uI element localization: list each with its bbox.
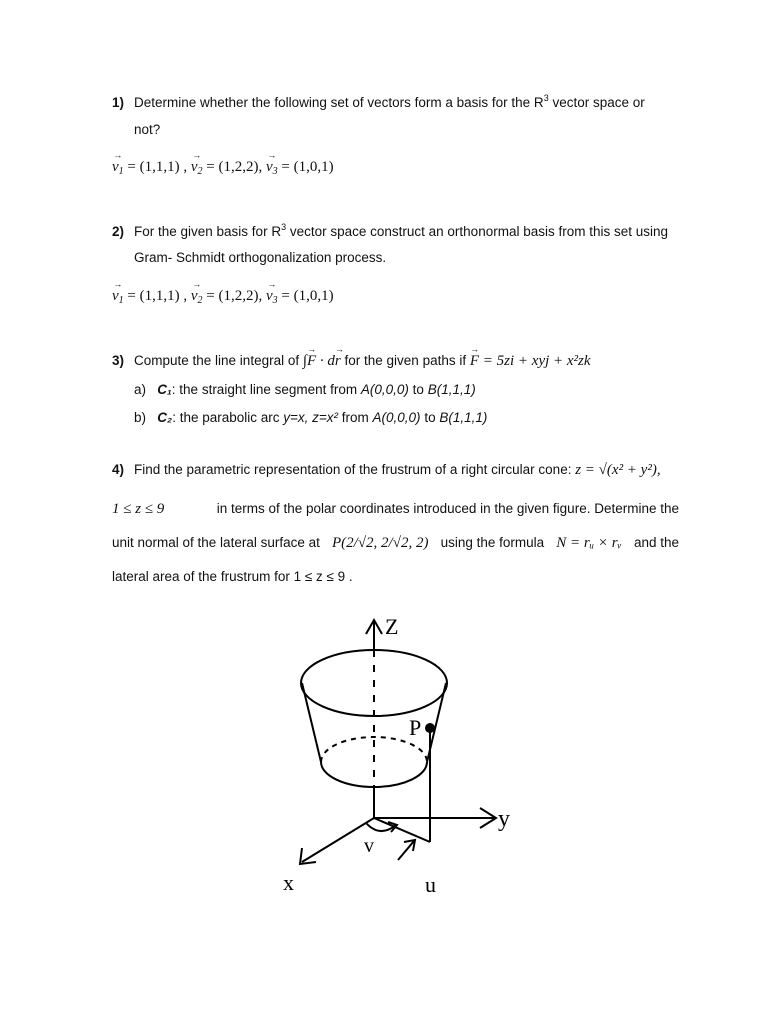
v-arc-arrow bbox=[388, 822, 397, 832]
q3-field: = 5zi + xyj + x²zk bbox=[482, 353, 591, 369]
q2-vectors: → $v_1 = (1,1,1)$ , → $v_2 = (1,2,2)$, → $v_3 = (1,0,1)$ bbox=[112, 289, 334, 306]
q4-text-3c: and the bbox=[633, 535, 679, 550]
q1-number: 1) bbox=[112, 95, 125, 110]
q2-number: 2) bbox=[112, 224, 125, 239]
q3-a-label: a) bbox=[134, 382, 147, 397]
q3-b-eq: y=x, z=x² bbox=[283, 410, 339, 425]
q4-formula: N = rᵤ × rᵥ bbox=[556, 535, 622, 551]
q2-sup: 3 bbox=[281, 222, 287, 232]
z-arrowhead bbox=[366, 620, 382, 634]
q3-a-curve: C₁ bbox=[157, 382, 172, 397]
q2-text-b: vector space construct an orthonormal basis from this set using bbox=[286, 224, 669, 239]
v-label: v bbox=[364, 835, 374, 857]
q3-a-to: B(1,1,1) bbox=[427, 382, 476, 397]
q3-b-to: B(1,1,1) bbox=[439, 410, 488, 425]
q1-v1: = (1,1,1) , bbox=[127, 159, 188, 175]
z-label: Z bbox=[385, 614, 399, 639]
q4-line3 bbox=[112, 536, 679, 551]
q3-a-to-word: to bbox=[408, 382, 428, 397]
q3-a-text: : the straight line segment from bbox=[171, 382, 361, 397]
bottom-ellipse-front bbox=[321, 762, 427, 787]
q1-text-a: Determine whether the following set of vectors form a basis for the R bbox=[134, 95, 544, 110]
q3-b-from-word: from bbox=[338, 410, 373, 425]
q2-v1: = (1,1,1) , bbox=[127, 288, 188, 304]
q1-line1 bbox=[112, 94, 645, 110]
q3-b-from: A(0,0,0) bbox=[372, 410, 421, 425]
x-label: x bbox=[283, 870, 294, 895]
v-angle-arc bbox=[366, 823, 396, 831]
cone-side-right bbox=[427, 683, 446, 762]
q3-number: 3) bbox=[112, 353, 125, 368]
q3-a-from: A(0,0,0) bbox=[360, 382, 409, 397]
top-ellipse bbox=[301, 650, 447, 716]
bottom-ellipse-back bbox=[321, 737, 427, 762]
q1-text-b: vector space or bbox=[548, 95, 645, 110]
q1-line2: not? bbox=[134, 122, 161, 137]
q4-text-3b: using the formula bbox=[440, 535, 545, 550]
q2-v3: = (1,0,1) bbox=[281, 288, 334, 304]
q3-b-label: b) bbox=[134, 410, 147, 425]
q3-text-a: Compute the line integral of bbox=[134, 353, 300, 368]
q4-line4: lateral area of the frustrum for 1 ≤ z ≤ 9 . bbox=[112, 569, 353, 584]
y-label: y bbox=[498, 806, 510, 832]
q1-vectors: → $v_1 = (1,1,1)$ , → $v_2 = (1,2,2)$, → $v_3 = (1,0,1)$ bbox=[112, 160, 334, 177]
q4-text-3a: unit normal of the lateral surface at bbox=[112, 535, 320, 550]
q1-v3: = (1,0,1) bbox=[281, 159, 334, 175]
q3-b-text: : the parabolic arc bbox=[172, 410, 284, 425]
q2-line1 bbox=[112, 223, 668, 239]
q4-line2 bbox=[112, 502, 679, 517]
u-arrowhead bbox=[404, 840, 415, 851]
q1-sup: 3 bbox=[543, 93, 549, 103]
q4-cone-eq: z = √(x² + y²), bbox=[575, 462, 661, 478]
u-label: u bbox=[425, 872, 436, 897]
q4-number: 4) bbox=[112, 462, 125, 477]
q3-integral: ∫→ F · d→ r bbox=[303, 353, 341, 369]
cone-side-left bbox=[302, 683, 321, 762]
u-line bbox=[374, 818, 430, 842]
q3-b-to-word: to bbox=[420, 410, 440, 425]
q4-point: P(2/√2, 2/√2, 2) bbox=[332, 535, 429, 551]
q3-part-b bbox=[134, 411, 487, 425]
q1-v2: = (1,2,2), bbox=[206, 159, 263, 175]
y-arrowhead bbox=[480, 808, 496, 828]
q4-range: 1 ≤ z ≤ 9 bbox=[112, 501, 165, 517]
point-p bbox=[426, 724, 434, 732]
q4-line1 bbox=[112, 463, 661, 478]
q3-text-b: for the given paths if bbox=[344, 353, 467, 368]
q3-line1: 3) Compute the line integral of ∫→ F · d→ r for the given paths if → F = 5zi + xyj + x²zk bbox=[112, 354, 591, 369]
q4-text-1: Find the parametric representation of the frustrum of a right circular cone: bbox=[134, 462, 572, 477]
q3-b-curve: C₂ bbox=[157, 410, 173, 425]
u-arrow-line bbox=[398, 841, 414, 860]
p-label: P bbox=[409, 715, 422, 740]
q2-line2: Gram- Schmidt orthogonalization process. bbox=[134, 250, 387, 265]
q2-text-a: For the given basis for R bbox=[134, 224, 282, 239]
x-axis bbox=[302, 818, 374, 862]
x-arrowhead bbox=[300, 848, 316, 864]
q2-v2: = (1,2,2), bbox=[206, 288, 263, 304]
q3-part-a bbox=[134, 383, 476, 397]
q4-text-2: in terms of the polar coordinates introduced in the given figure. Determine the bbox=[216, 501, 679, 516]
